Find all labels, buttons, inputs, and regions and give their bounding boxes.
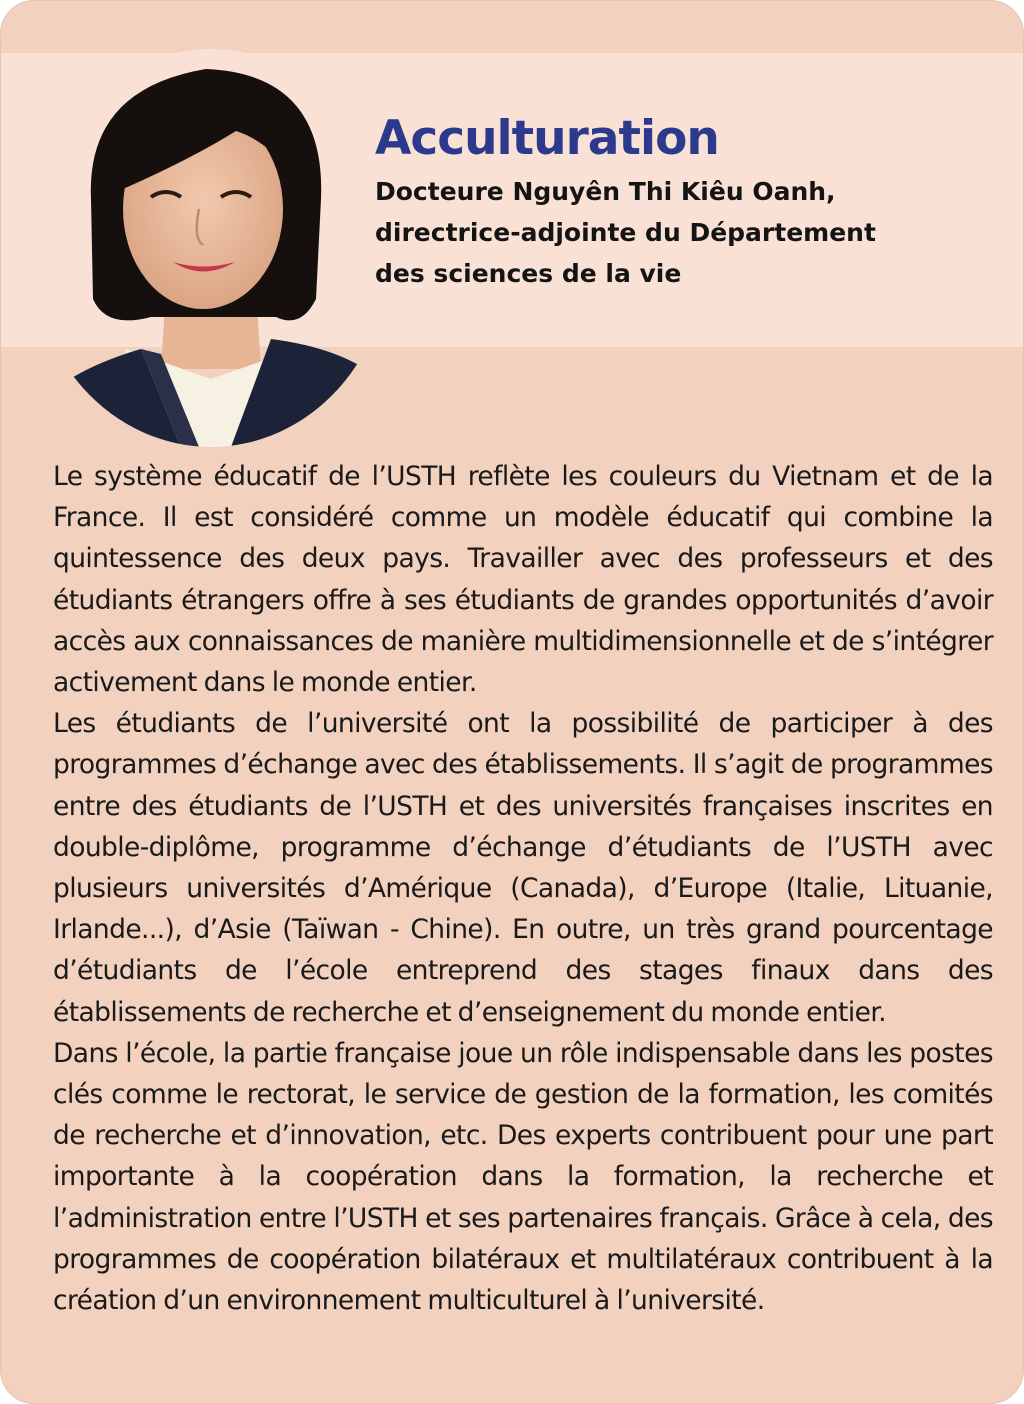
- portrait-photo: [31, 49, 391, 447]
- article-body: [53, 456, 993, 1321]
- author-name-line: Docteure Nguyên Thi Kiêu Oanh,: [375, 177, 836, 206]
- title-block: [375, 107, 995, 294]
- paragraph-1: Le système éducatif de l’USTH reflète les couleurs du Vietnam et de la France. Il est considéré comme un modèle éducatif qui combine la quintessence des deux pays. Travailler avec des professeurs et des étudiants étrangers offre à ses étudiants de grandes opportunités d’avoir accès aux connaissances de manière multidimensionnelle et de s’intégrer activement dans le monde entier.: [53, 461, 993, 699]
- author-department-line: des sciences de la vie: [375, 259, 682, 288]
- paragraph-3: Dans l’école, la partie française joue un rôle indispensable dans les postes clés comme le rectorat, le service de gestion de la formation, les comités de recherche et d’innovation, etc. Des experts contribuent pour une part importante à la coopération dans la formation, la recherche et l’administration entre l’USTH et ses partenaires français. Grâce à cela, des programmes de coopération bilatéraux et multilatéraux contribuent à la création d’un environnement multiculturel à l’université.: [53, 1037, 993, 1317]
- author-role-line: directrice-adjointe du Département: [375, 218, 876, 247]
- person-portrait-icon: [31, 49, 391, 447]
- paragraph-2: Les étudiants de l’université ont la possibilité de participer à des programmes d’échange avec des établissements. Il s’agit de programmes entre des étudiants de l’USTH et des universités françaises inscrites en double-diplôme, programme d’échange d’étudiants de l’USTH avec plusieurs universités d’Amérique (Canada), d’Europe (Italie, Lituanie, Irlande...), d’Asie (Taïwan - Chine). En outre, un très grand pourcentage d’étudiants de l’école entreprend des stages finaux dans des établissements de recherche et d’enseignement du monde entier.: [53, 708, 993, 1028]
- article-title: Acculturation: [375, 111, 719, 166]
